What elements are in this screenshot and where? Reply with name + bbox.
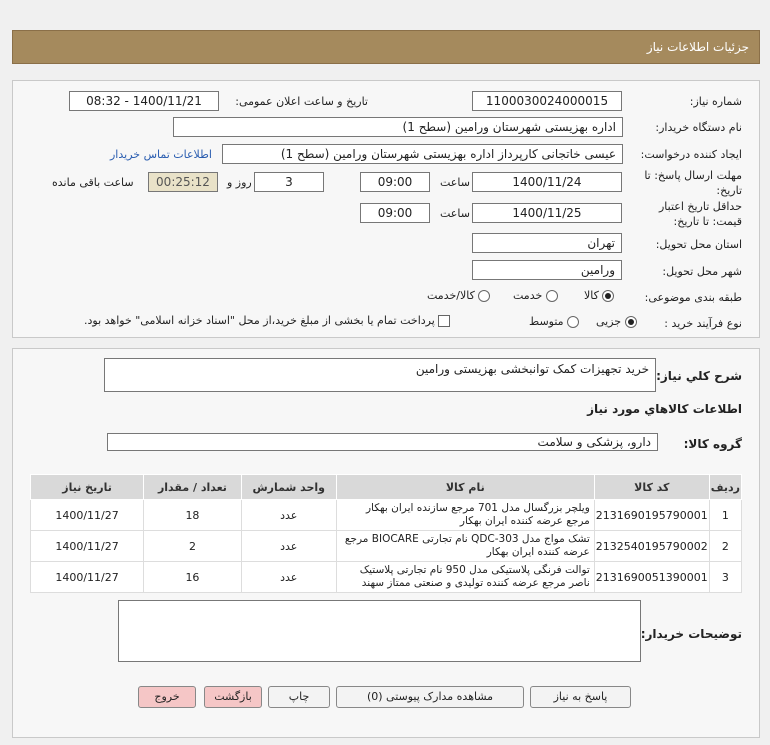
need-number-label: شماره نیاز:: [689, 95, 742, 108]
table-header-row: [31, 475, 742, 500]
cell-qty: 18: [144, 500, 242, 531]
cell-unit: عدد: [241, 531, 336, 562]
payment-note: پرداخت تمام یا بخشی از مبلغ خرید،از محل "اسناد خزانه اسلامی" خواهد بود.: [84, 314, 435, 327]
col-header-qty: تعداد / مقدار: [144, 475, 242, 500]
city-field: ورامین: [472, 260, 622, 280]
category-option-goods[interactable]: [584, 289, 614, 302]
remaining-label: ساعت باقی مانده: [52, 176, 134, 189]
announce-label: تاریخ و ساعت اعلان عمومی:: [235, 95, 368, 108]
cell-date: 1400/11/27: [31, 500, 144, 531]
category-label: طبقه بندی موضوعی:: [644, 291, 742, 304]
validity-time-field: 09:00: [360, 203, 430, 223]
buyer-contact-link[interactable]: اطلاعات تماس خریدار: [110, 148, 212, 161]
process-minor-label: جزیی: [596, 315, 622, 328]
cell-row: 2: [709, 531, 741, 562]
category-both-radio[interactable]: [478, 290, 490, 302]
cell-name: توالت فرنگی پلاستیکی مدل 950 نام تجارتی پلاستیک ناصر مرجع عرضه کننده تولیدی و صنعتی ممتاز سهند: [336, 562, 594, 593]
reply-time-label: ساعت: [440, 176, 470, 189]
province-field: تهران: [472, 233, 622, 253]
days-field: 3: [254, 172, 324, 192]
cell-unit: عدد: [241, 500, 336, 531]
cell-date: 1400/11/27: [31, 531, 144, 562]
reply-date-field: 1400/11/24: [472, 172, 622, 192]
back-button[interactable]: بازگشت: [204, 686, 262, 708]
process-label: نوع فرآیند خرید :: [664, 317, 742, 330]
category-service-radio[interactable]: [546, 290, 558, 302]
payment-option[interactable]: [84, 314, 450, 327]
requester-field: عیسی خاتجانی کارپرداز اداره بهزیستی شهرستان ورامین (سطح 1): [222, 144, 623, 164]
col-header-code: کد کالا: [594, 475, 709, 500]
goods-group-label: گروه کالا:: [683, 437, 742, 451]
reply-button[interactable]: پاسخ به نیاز: [530, 686, 631, 708]
view-docs-button[interactable]: مشاهده مدارک پیوستی (0): [336, 686, 524, 708]
requester-label: ایجاد کننده درخواست:: [640, 148, 742, 161]
print-button[interactable]: چاپ: [268, 686, 330, 708]
col-header-date: تاریخ نیاز: [31, 475, 144, 500]
col-header-unit: واحد شمارش: [241, 475, 336, 500]
cell-row: 3: [709, 562, 741, 593]
cell-date: 1400/11/27: [31, 562, 144, 593]
process-option-medium[interactable]: [529, 315, 579, 328]
cell-name: تشک مواج مدل QDC-303 نام تجارتی BIOCARE مرجع عرضه کننده ایران بهکار: [336, 531, 594, 562]
need-number-field: 1100030024000015: [472, 91, 622, 111]
cell-qty: 2: [144, 531, 242, 562]
cell-code: 2132540195790002: [594, 531, 709, 562]
goods-info-title: اطلاعات کالاهاي مورد نياز: [587, 402, 742, 416]
table-row: [31, 500, 742, 531]
goods-group-field: دارو، پزشکی و سلامت: [107, 433, 658, 451]
validity-time-label: ساعت: [440, 207, 470, 220]
cell-row: 1: [709, 500, 741, 531]
category-option-both[interactable]: [427, 289, 490, 302]
col-header-row: ردیف: [709, 475, 741, 500]
buyer-org-label: نام دستگاه خریدار:: [655, 121, 742, 134]
process-medium-label: متوسط: [529, 315, 564, 328]
table-row: [31, 562, 742, 593]
category-option-service[interactable]: [513, 289, 558, 302]
reply-time-field: 09:00: [360, 172, 430, 192]
cell-code: 2131690195790001: [594, 500, 709, 531]
category-service-label: خدمت: [513, 289, 543, 302]
process-minor-radio[interactable]: [625, 316, 637, 328]
remaining-time-field: 00:25:12: [148, 172, 218, 192]
announce-field: 1400/11/21 - 08:32: [69, 91, 219, 111]
buyer-notes-field: [118, 600, 641, 662]
payment-checkbox[interactable]: [438, 315, 450, 327]
buyer-notes-label: توضیحات خریدار:: [640, 627, 742, 641]
page-header: جزئیات اطلاعات نیاز: [12, 30, 760, 64]
buyer-org-field: اداره بهزیستی شهرستان ورامین (سطح 1): [173, 117, 623, 137]
validity-label: حداقل تاریخ اعتبار قیمت: تا تاریخ:: [658, 200, 742, 228]
process-option-minor[interactable]: [596, 315, 637, 328]
category-both-label: کالا/خدمت: [427, 289, 475, 302]
table-row: [31, 531, 742, 562]
cell-qty: 16: [144, 562, 242, 593]
cell-code: 2131690051390001: [594, 562, 709, 593]
summary-field: خرید تجهیزات کمک توانبخشی بهزیستی ورامین: [104, 358, 656, 392]
province-label: استان محل تحویل:: [655, 238, 742, 251]
city-label: شهر محل تحویل:: [662, 265, 742, 278]
category-goods-label: کالا: [584, 289, 599, 302]
category-goods-radio[interactable]: [602, 290, 614, 302]
days-label: روز و: [227, 176, 252, 189]
exit-button[interactable]: خروج: [138, 686, 196, 708]
cell-unit: عدد: [241, 562, 336, 593]
process-medium-radio[interactable]: [567, 316, 579, 328]
reply-deadline-label: مهلت ارسال پاسخ: تا تاریخ:: [644, 169, 742, 197]
goods-table: [30, 474, 742, 593]
col-header-name: نام کالا: [336, 475, 594, 500]
summary-label: شرح کلي نياز:: [656, 369, 742, 383]
cell-name: ویلچر بزرگسال مدل 701 مرجع سازنده ایران بهکار مرجع عرضه کننده ایران بهکار: [336, 500, 594, 531]
validity-date-field: 1400/11/25: [472, 203, 622, 223]
